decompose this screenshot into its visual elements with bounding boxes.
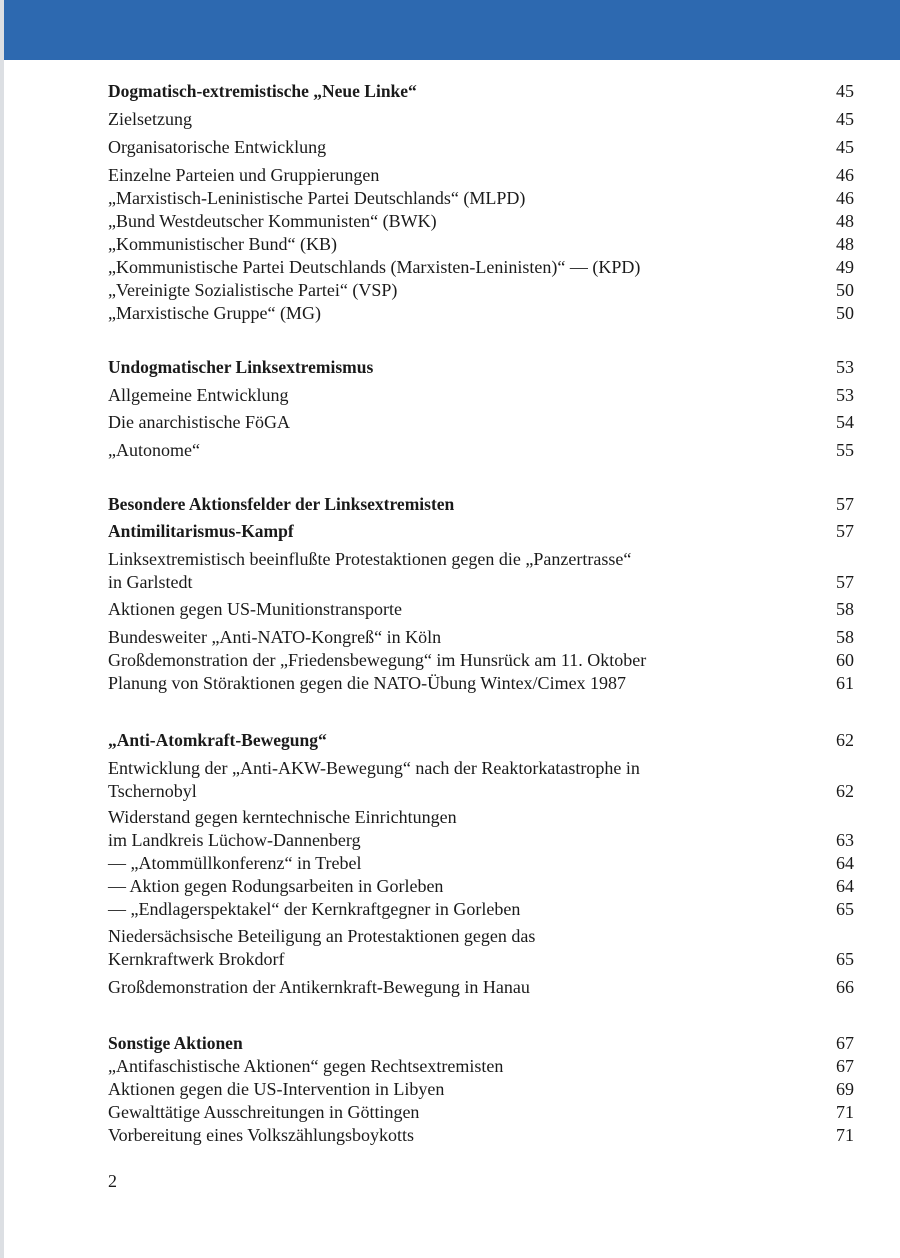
toc-entry-title: Organisatorische Entwicklung	[108, 137, 327, 157]
toc-page-number: 67	[836, 1056, 854, 1076]
toc-entry	[108, 757, 854, 803]
toc-page-number: 45	[836, 137, 854, 157]
toc-page-number: 71	[836, 1102, 854, 1122]
toc-entry-line: im Landkreis Lüchow-Dannenberg	[108, 830, 361, 850]
toc-entry-title: „Kommunistischer Bund“ (KB)	[108, 234, 337, 254]
toc-entry-title: Einzelne Parteien und Gruppierungen	[108, 165, 380, 185]
toc-entry-title: Großdemonstration der „Friedensbewegung“ im Hunsrück am 11. Oktober	[108, 650, 647, 670]
toc-page-number: 61	[836, 673, 854, 693]
toc-entry-title: — „Atommüllkonferenz“ in Trebel	[108, 853, 362, 873]
toc-entry-title: Allgemeine Entwicklung	[108, 385, 289, 405]
toc-entry-line: Linksextremistisch beeinflußte Protestaktionen gegen die „Panzertrasse“	[108, 549, 632, 569]
toc-entry-title	[108, 806, 457, 852]
toc-page-number: 64	[836, 876, 854, 896]
toc-page-number: 48	[836, 234, 854, 254]
toc-entry-title: Planung von Störaktionen gegen die NATO-Übung Wintex/Cimex 1987	[108, 673, 627, 693]
toc-entry-title: Zielsetzung	[108, 109, 192, 129]
toc-page-number: 69	[836, 1079, 854, 1099]
toc-entry-title: Gewalttätige Ausschreitungen in Göttingen	[108, 1102, 420, 1122]
toc-page-number: 54	[836, 412, 854, 432]
toc-entry-title: Bundesweiter „Anti-NATO-Kongreß“ in Köln	[108, 627, 442, 647]
toc-page-number: 46	[836, 188, 854, 208]
toc-entry-title: Die anarchistische FöGA	[108, 412, 290, 432]
toc-entry	[108, 548, 854, 594]
toc-entry	[108, 925, 854, 971]
toc-page-number: 64	[836, 853, 854, 873]
toc-entry-title: „Antifaschistische Aktionen“ gegen Rechtsextremisten	[108, 1056, 504, 1076]
toc-entry-title: Vorbereitung eines Volkszählungsboykotts	[108, 1125, 414, 1145]
toc-heading-title: Dogmatisch-extremistische „Neue Linke“	[108, 81, 417, 101]
toc-entry-title: „Marxistisch-Leninistische Partei Deutschlands“ (MLPD)	[108, 188, 526, 208]
toc-entry-line: Entwicklung der „Anti-AKW-Bewegung“ nach der Reaktorkatastrophe in	[108, 758, 640, 778]
toc-entry-title: — Aktion gegen Rodungsarbeiten in Gorleben	[108, 876, 444, 896]
toc-page-number: 66	[836, 977, 854, 997]
toc-page-number: 50	[836, 303, 854, 323]
toc-heading-title: „Anti-Atomkraft-Bewegung“	[108, 730, 327, 750]
toc-page-number: 65	[836, 949, 854, 969]
toc-page-number: 49	[836, 257, 854, 277]
toc-page-number: 57	[836, 521, 854, 541]
toc-page-number: 45	[836, 109, 854, 129]
toc-entry-title	[108, 925, 535, 971]
toc-page-number: 46	[836, 165, 854, 185]
toc-page-number: 53	[836, 385, 854, 405]
toc-subheading-title: Antimilitarismus-Kampf	[108, 521, 294, 541]
toc-page-number: 63	[836, 830, 854, 850]
toc-page-number: 48	[836, 211, 854, 231]
toc-page-number: 62	[836, 781, 854, 801]
toc-entry	[108, 806, 854, 852]
toc-page-number: 67	[836, 1033, 854, 1053]
toc-page-number: 71	[836, 1125, 854, 1145]
toc-entry-title: „Vereinigte Sozialistische Partei“ (VSP)	[108, 280, 398, 300]
toc-entry-line: Tschernobyl	[108, 781, 197, 801]
toc-page-number: 58	[836, 599, 854, 619]
toc-page-number: 60	[836, 650, 854, 670]
toc-heading-title: Undogmatischer Linksextremismus	[108, 357, 374, 377]
toc-entry-title: „Kommunistische Partei Deutschlands (Marxisten-Leninisten)“ — (KPD)	[108, 257, 641, 277]
toc-entry-line: Kernkraftwerk Brokdorf	[108, 949, 285, 969]
toc-heading-title: Sonstige Aktionen	[108, 1033, 243, 1053]
toc-page-number: 57	[836, 494, 854, 514]
toc-entry-line: in Garlstedt	[108, 572, 193, 592]
toc-page-number: 55	[836, 440, 854, 460]
toc-entry-line: Niedersächsische Beteiligung an Protestaktionen gegen das	[108, 926, 536, 946]
toc-entry-title: Aktionen gegen die US-Intervention in Libyen	[108, 1079, 445, 1099]
toc-entry-title: „Autonome“	[108, 440, 200, 460]
toc-page-number: 53	[836, 357, 854, 377]
toc-entry-line: Widerstand gegen kerntechnische Einrichtungen	[108, 807, 457, 827]
page-number: 2	[108, 1171, 117, 1191]
toc-page-number: 45	[836, 81, 854, 101]
toc-entry-title: Aktionen gegen US-Munitionstransporte	[108, 599, 402, 619]
toc-page-number: 62	[836, 730, 854, 750]
toc-heading-title: Besondere Aktionsfelder der Linksextremisten	[108, 494, 455, 514]
toc-page-number: 65	[836, 899, 854, 919]
toc-entry-title	[108, 548, 631, 594]
toc-page-number: 50	[836, 280, 854, 300]
toc-entry-title: „Marxistische Gruppe“ (MG)	[108, 303, 321, 323]
toc-entry-title: Großdemonstration der Antikernkraft-Bewegung in Hanau	[108, 977, 530, 997]
toc-entry-title: — „Endlagerspektakel“ der Kernkraftgegner in Gorleben	[108, 899, 521, 919]
toc-page-number: 57	[836, 572, 854, 592]
toc-entry-title: „Bund Westdeutscher Kommunisten“ (BWK)	[108, 211, 437, 231]
toc-entry-title	[108, 757, 640, 803]
toc-page-number: 58	[836, 627, 854, 647]
